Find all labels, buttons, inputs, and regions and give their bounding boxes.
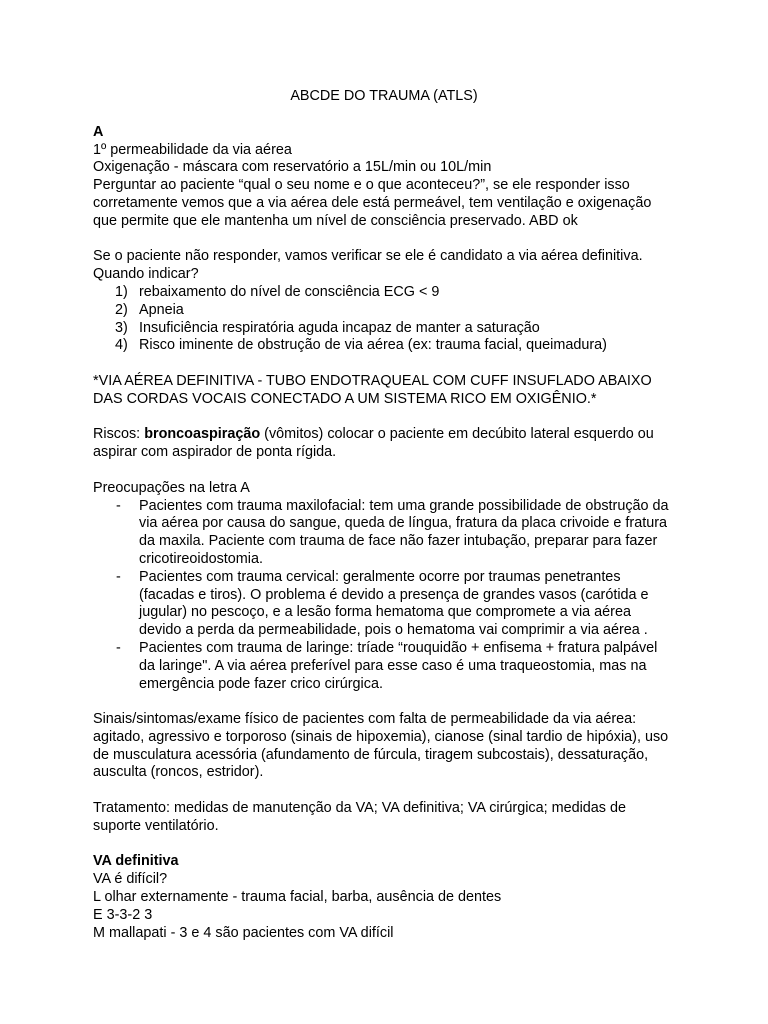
section-va-line-1: VA é difícil? [93, 871, 168, 888]
section-va-line-2: L olhar externamente - trauma facial, barba, ausência de dentes [93, 889, 502, 906]
section-a-paragraph-1: Perguntar ao paciente “qual o seu nome e o que aconteceu?”, se ele responder isso corretamente vemos que a via aérea dele está permeável, tem ventilação e oxigenação que permite que ele mantenha um nível de consciência preservado. ABD ok [93, 177, 652, 229]
list-marker: - [116, 639, 121, 656]
list-marker: 2) [115, 301, 128, 318]
concerns-title: Preocupações na letra A [93, 479, 250, 496]
section-a-line-2: Oxigenação - máscara com reservatório a 15L/min ou 10L/min [93, 159, 492, 176]
section-a-paragraph-2: Se o paciente não responder, vamos verificar se ele é candidato a via aérea definitiva. Quando indicar? [93, 248, 643, 283]
section-a-heading [93, 124, 675, 142]
list-item-text: Apneia [139, 301, 184, 318]
risks-rest: (vômitos) colocar o paciente em decúbito lateral esquerdo ou aspirar com aspirador de ponta rígida. [93, 426, 654, 461]
list-marker: - [116, 497, 121, 514]
list-item [93, 640, 675, 693]
indications-list [93, 284, 675, 355]
list-item [93, 320, 675, 338]
concerns-list [93, 498, 675, 694]
list-item [93, 498, 675, 569]
definition-note: *VIA AÉREA DEFINITIVA - TUBO ENDOTRAQUEAL COM CUFF INSUFLADO ABAIXO DAS CORDAS VOCAIS CONECTADO A UM SISTEMA RICO EM OXIGÊNIO.* [93, 372, 652, 407]
section-va-heading-text: VA definitiva [93, 853, 179, 870]
list-item [93, 302, 675, 320]
section-va-line-4: M mallapati - 3 e 4 são pacientes com VA difícil [93, 924, 394, 941]
list-item [93, 569, 675, 640]
list-item-text: Pacientes com trauma de laringe: tríade “rouquidão + enfisema + fratura palpável da laringe". A via aérea preferível para esse caso é uma traqueostomia, mas na emergência pode fazer crico cirúrgica. [139, 639, 658, 692]
section-va-heading [93, 853, 675, 871]
section-a-line-1: 1º permeabilidade da via aérea [93, 141, 292, 158]
list-item-text: rebaixamento do nível de consciência ECG < 9 [139, 283, 440, 300]
risks-bold-term: broncoaspiração [144, 426, 261, 443]
list-item-text: Risco iminente de obstrução de via aérea (ex: trauma facial, queimadura) [139, 337, 607, 354]
list-item-text: Pacientes com trauma cervical: geralmente ocorre por traumas penetrantes (facadas e tiros). O problema é devido a presença de grandes vasos (carótida e jugular) no pescoço, e a lesão forma hematoma que compromete a via aérea devido a perda da permeabilidade, pois o hematoma vai comprimir a via aérea . [139, 568, 649, 639]
list-item-text: Insuficiência respiratória aguda incapaz de manter a saturação [139, 319, 540, 336]
risks-label: Riscos: [93, 426, 145, 443]
treatment-paragraph: Tratamento: medidas de manutenção da VA; VA definitiva; VA cirúrgica; medidas de suporte ventilatório. [93, 800, 627, 834]
list-item [93, 337, 675, 355]
risks-paragraph [93, 426, 675, 462]
list-item-text: Pacientes com trauma maxilofacial: tem uma grande possibilidade de obstrução da via aérea por causa do sangue, queda de língua, fratura da placa crivoide e fratura da maxila. Paciente com trauma de face não fazer intubação, preparar para fazer cricotireoidostomia. [139, 497, 669, 567]
list-marker: 1) [115, 283, 128, 300]
list-marker: 4) [115, 337, 128, 354]
signs-paragraph: Sinais/sintomas/exame físico de pacientes com falta de permeabilidade da via aérea: agitado, agressivo e torporoso (sinais de hipoxemia), cianose (sinal tardio de hipóxia), uso de musculatura acessória (afundamento de fúrcula, tiragem subcostais), dessaturação, ausculta (roncos, estridor). [93, 711, 669, 781]
section-va-line-3: E 3-3-2 3 [93, 906, 153, 923]
list-marker: - [116, 568, 121, 585]
list-marker: 3) [115, 319, 128, 336]
section-a-heading-text: A [93, 123, 104, 140]
list-item [93, 284, 675, 302]
document-title: ABCDE DO TRAUMA (ATLS) [290, 88, 478, 104]
